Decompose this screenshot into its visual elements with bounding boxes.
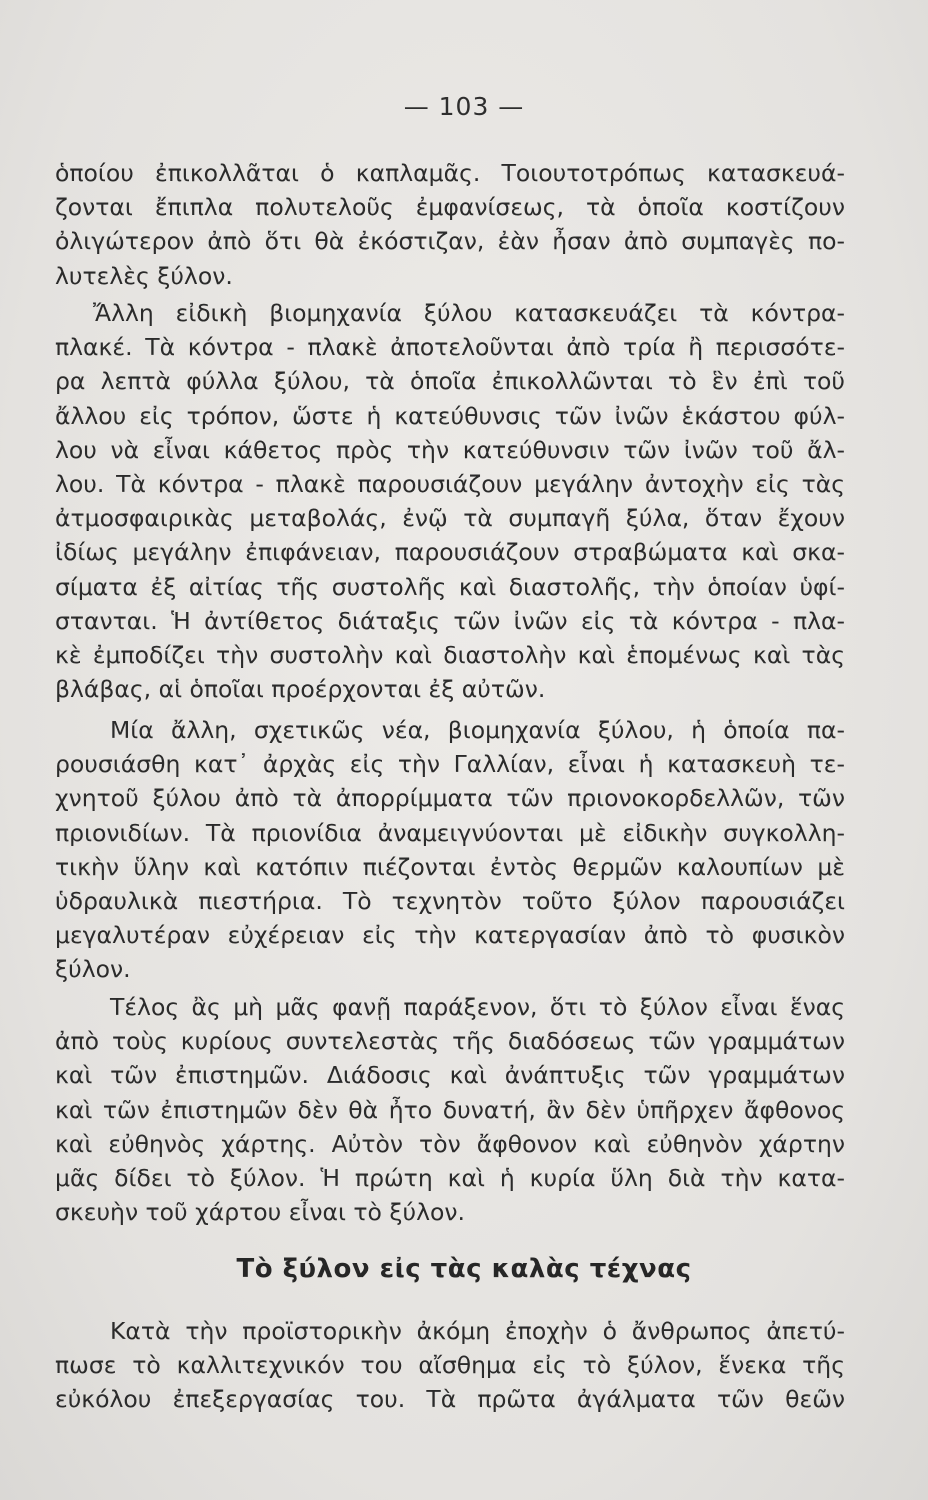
text-line: χνητοῦ ξύλου ἀπὸ τὰ ἀπορρίμματα τῶν πριονοκορδελλῶν, τῶν [55, 784, 845, 813]
text-line: μᾶς δίδει τὸ ξύλον. Ἡ πρώτη καὶ ἡ κυρία ὕλη διὰ τὴν κατα- [55, 1163, 845, 1192]
text-line: ρα λεπτὰ φύλλα ξύλου, τὰ ὁποῖα ἐπικολλῶνται τὸ ἓν ἐπὶ τοῦ [55, 367, 845, 396]
text-line: σκευὴν τοῦ χάρτου εἶναι τὸ ξύλον. [55, 1198, 465, 1227]
text-line: Τέλος ἂς μὴ μᾶς φανῇ παράξενον, ὅτι τὸ ξύλον εἶναι ἕνας [110, 993, 845, 1021]
section-heading: Τὸ ξύλον εἰς τὰς καλὰς τέχνας [236, 1254, 692, 1284]
text-line: καὶ εὐθηνὸς χάρτης. Αὐτὸν τὸν ἄφθονον καὶ εὐθηνὸν χάρτην [55, 1129, 845, 1158]
text-line: ὁποίου ἐπικολλᾶται ὁ καπλαμᾶς. Τοιουτοτρόπως κατασκευά- [55, 159, 845, 187]
text-line: ἰδίως μεγάλην ἐπιφάνειαν, παρουσιάζουν στραβώματα καὶ σκα- [55, 538, 845, 567]
text-line: Ἄλλη εἰδικὴ βιομηχανία ξύλου κατασκευάζει τὰ κόντρα- [93, 299, 845, 327]
text-line: πλακέ. Τὰ κόντρα - πλακὲ ἀποτελοῦνται ἀπὸ τρία ἢ περισσότε- [55, 333, 845, 362]
text-line: ρουσιάσθη κατ᾽ ἀρχὰς εἰς τὴν Γαλλίαν, εἶναι ἡ κατασκευὴ τε- [55, 750, 845, 779]
text-line: καὶ τῶν ἐπιστημῶν. Διάδοσις καὶ ἀνάπτυξις τῶν γραμμάτων [55, 1061, 845, 1090]
page-number: — 103 — [403, 92, 525, 121]
text-line: κὲ ἐμποδίζει τὴν συστολὴν καὶ διαστολὴν καὶ ἑπομένως καὶ τὰς [55, 640, 845, 669]
paragraph-5 [55, 1314, 845, 1417]
paragraph-3 [55, 713, 845, 987]
text-line: τικὴν ὕλην καὶ κατόπιν πιέζονται ἐντὸς θερμῶν καλουπίων μὲ [55, 852, 845, 881]
text-line: βλάβας, αἱ ὁποῖαι προέρχονται ἐξ αὐτῶν. [55, 675, 546, 704]
text-line: ἀπὸ τοὺς κυρίους συντελεστὰς τῆς διαδόσεως τῶν γραμμάτων [55, 1027, 845, 1056]
text-line: πριονιδίων. Τὰ πριονίδια ἀναμειγνύονται μὲ εἰδικὴν συγκολλη- [55, 818, 845, 847]
text-line: σίματα ἐξ αἰτίας τῆς συστολῆς καὶ διαστολῆς, τὴν ὁποίαν ὑφί- [55, 572, 845, 601]
text-line: καὶ τῶν ἐπιστημῶν δὲν θὰ ἦτο δυνατή, ἂν δὲν ὑπῆρχεν ἄφθονος [55, 1095, 845, 1124]
text-line: ἀτμοσφαιρικὰς μεταβολάς, ἐνῷ τὰ συμπαγῆ ξύλα, ὅταν ἔχουν [55, 504, 845, 533]
text-line: ὀλιγώτερον ἀπὸ ὅτι θὰ ἐκόστιζαν, ἐὰν ἦσαν ἀπὸ συμπαγὲς πο- [55, 227, 845, 256]
text-line: ἄλλου εἰς τρόπον, ὥστε ἡ κατεύθυνσις τῶν ἰνῶν ἑκάστου φύλ- [55, 401, 845, 430]
text-line: ξύλον. [55, 955, 131, 984]
text-line: Κατὰ τὴν προϊστορικὴν ἀκόμη ἐποχὴν ὁ ἄνθρωπος ἀπετύ- [110, 1317, 845, 1345]
text-line: λυτελὲς ξύλον. [55, 261, 233, 290]
text-line: ζονται ἔπιπλα πολυτελοῦς ἐμφανίσεως, τὰ ὁποῖα κοστίζουν [55, 193, 845, 222]
paragraph-4 [55, 990, 845, 1229]
text-line: μεγαλυτέραν εὐχέρειαν εἰς τὴν κατεργασίαν ἀπὸ τὸ φυσικὸν [55, 921, 845, 950]
text-line: πωσε τὸ καλλιτεχνικόν του αἴσθημα εἰς τὸ ξύλον, ἕνεκα τῆς [55, 1351, 845, 1380]
text-line: στανται. Ἡ ἀντίθετος διάταξις τῶν ἰνῶν εἰς τὰ κόντρα - πλα- [55, 606, 845, 635]
text-line: ὑδραυλικὰ πιεστήρια. Τὸ τεχνητὸν τοῦτο ξύλον παρουσιάζει [55, 886, 845, 915]
paragraph-2 [55, 296, 845, 706]
text-line: Μία ἄλλη, σχετικῶς νέα, βιομηχανία ξύλου, ἡ ὁποία πα- [110, 716, 845, 744]
paragraph-1 [55, 156, 845, 293]
text-line: λου νὰ εἶναι κάθετος πρὸς τὴν κατεύθυνσιν τῶν ἰνῶν τοῦ ἄλ- [55, 435, 845, 464]
text-line: λου. Τὰ κόντρα - πλακὲ παρουσιάζουν μεγάλην ἀντοχὴν εἰς τὰς [55, 469, 845, 498]
text-line: εὐκόλου ἐπεξεργασίας του. Τὰ πρῶτα ἀγάλματα τῶν θεῶν [55, 1385, 845, 1414]
